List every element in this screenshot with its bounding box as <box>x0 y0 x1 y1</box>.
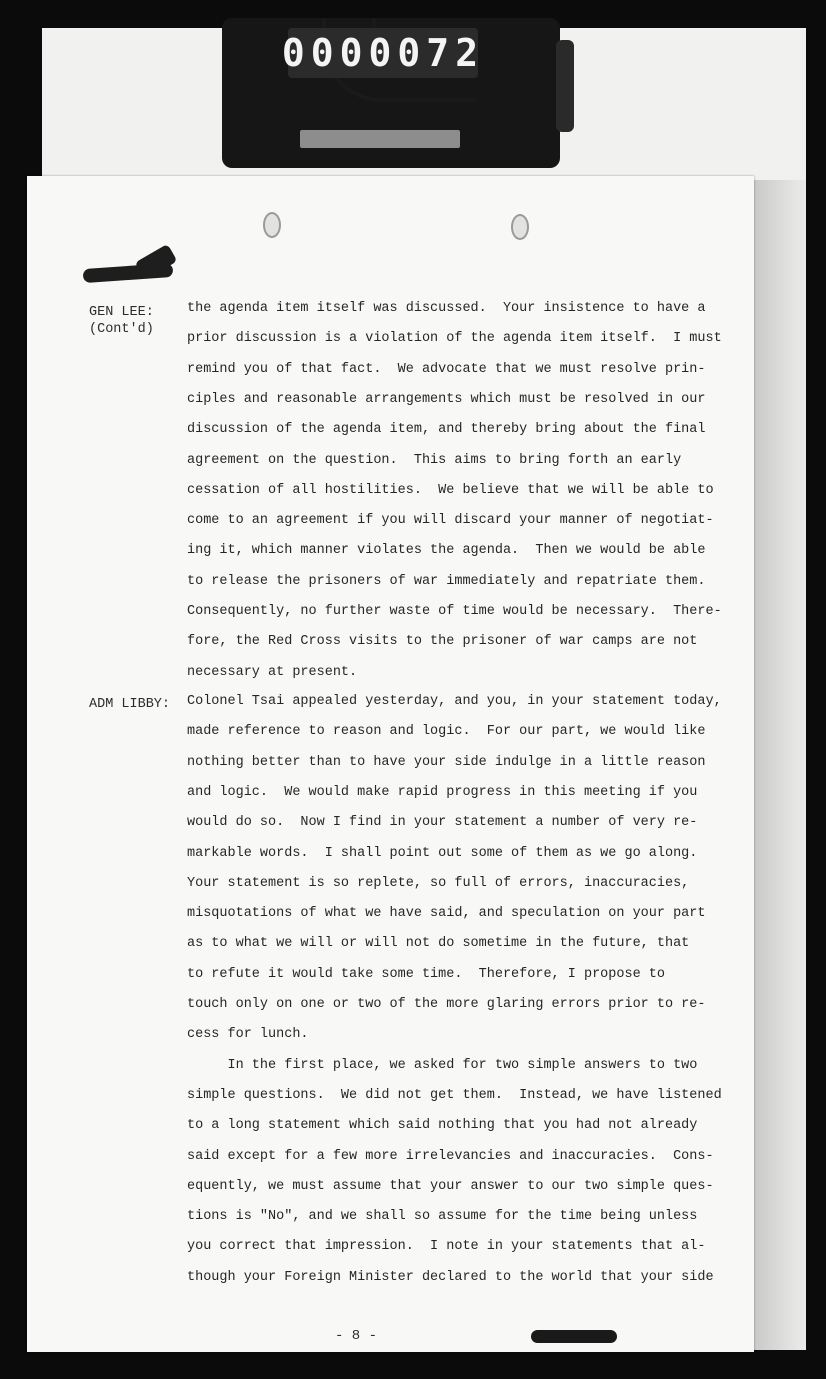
text-line: prior discussion is a violation of the agenda item itself. I must <box>187 331 722 347</box>
counter-window <box>281 28 485 78</box>
text-line: tions is "No", and we shall so assume for the time being unless <box>187 1209 698 1225</box>
text-line: made reference to reason and logic. For our part, we would like <box>187 724 706 740</box>
punch-hole <box>263 212 281 238</box>
redaction-mark <box>531 1330 617 1343</box>
text-line: to release the prisoners of war immediately and repatriate them. <box>187 573 706 589</box>
counter-plate <box>300 130 460 148</box>
text-line: In the first place, we asked for two simple answers to two <box>187 1057 698 1073</box>
speaker-label-continued: (Cont'd) <box>89 322 154 337</box>
text-line: ing it, which manner violates the agenda. Then we would be able <box>187 543 706 559</box>
text-line: Colonel Tsai appealed yesterday, and you, in your statement today, <box>187 694 722 709</box>
text-line: to refute it would take some time. Therefore, I propose to <box>187 966 665 982</box>
page-number: - 8 - <box>335 1328 378 1344</box>
speaker-label-adm-libby: ADM LIBBY: <box>89 697 171 712</box>
text-line: cessation of all hostilities. We believe that we will be able to <box>187 482 714 498</box>
text-line: as to what we will or will not do sometime in the future, that <box>187 936 690 952</box>
frame-counter <box>222 18 560 168</box>
text-line: equently, we must assume that your answer to our two simple ques- <box>187 1178 714 1194</box>
backing-card-edge <box>752 180 806 1350</box>
frame-number: 0000072 <box>281 31 485 75</box>
text-line: Consequently, no further waste of time would be necessary. There- <box>187 604 722 619</box>
text-line: the agenda item itself was discussed. Your insistence to have a <box>187 301 706 316</box>
text-line: and logic. We would make rapid progress in this meeting if you <box>187 784 698 800</box>
text-line: said except for a few more irrelevancies and inaccuracies. Cons- <box>187 1148 714 1164</box>
text-line: you correct that impression. I note in your statements that al- <box>187 1239 706 1255</box>
punch-hole <box>511 214 529 240</box>
text-line: discussion of the agenda item, and thereby bring about the final <box>187 422 706 438</box>
text-line: touch only on one or two of the more glaring errors prior to re- <box>187 997 706 1012</box>
text-line: misquotations of what we have said, and speculation on your part <box>187 906 706 922</box>
text-line: cess for lunch. <box>187 1027 309 1043</box>
text-line: ciples and reasonable arrangements which must be resolved in our <box>187 391 706 407</box>
text-line: fore, the Red Cross visits to the prisoner of war camps are not <box>187 634 698 650</box>
document-page <box>27 176 754 1352</box>
text-line: would do so. Now I find in your statement a number of very re- <box>187 815 698 831</box>
speaker-label-gen-lee: GEN LEE: <box>89 305 154 320</box>
text-line: simple questions. We did not get them. Instead, we have listened <box>187 1087 722 1103</box>
text-line: agreement on the question. This aims to bring forth an early <box>187 452 682 468</box>
text-line: come to an agreement if you will discard your manner of negotiat- <box>187 513 714 529</box>
text-line: remind you of that fact. We advocate that we must resolve prin- <box>187 361 706 377</box>
text-line: Your statement is so replete, so full of errors, inaccuracies, <box>187 875 690 891</box>
text-line: markable words. I shall point out some of them as we go along. <box>187 845 698 861</box>
text-line: necessary at present. <box>187 664 358 680</box>
text-line: though your Foreign Minister declared to the world that your side <box>187 1269 714 1285</box>
counter-knob <box>556 40 574 132</box>
text-line: to a long statement which said nothing that you had not already <box>187 1118 698 1134</box>
text-line: nothing better than to have your side indulge in a little reason <box>187 754 706 770</box>
